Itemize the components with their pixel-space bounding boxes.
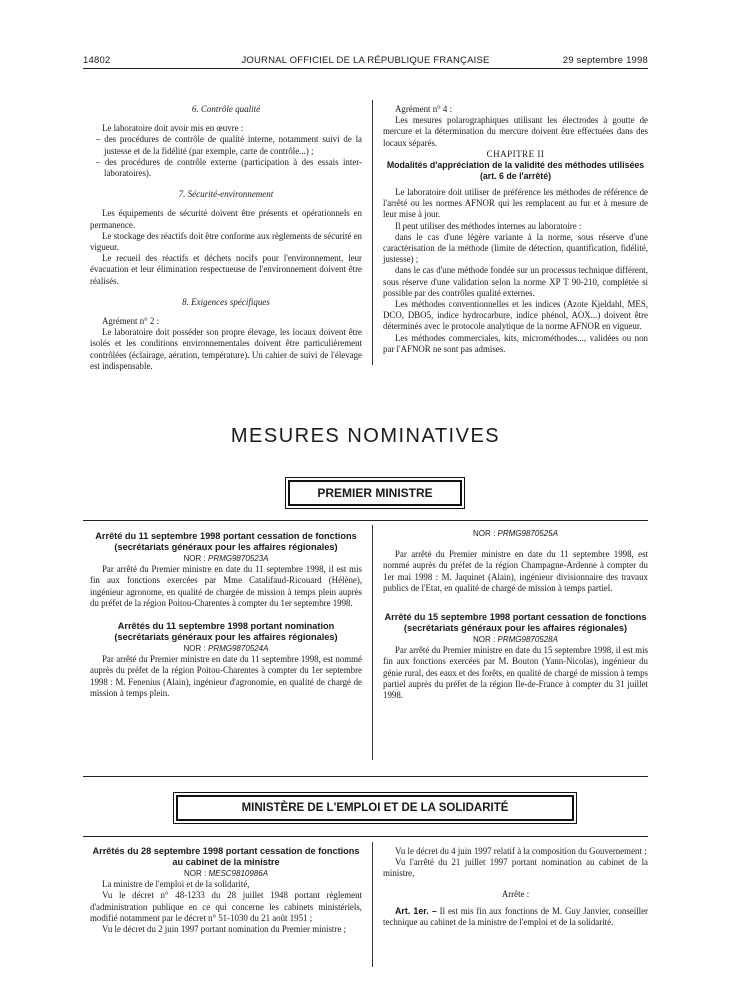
arrete-3-title: Arrêté du 15 septembre 1998 portant cessation de fonctions (secrétariats généraux pour les affaires régionales)	[384, 612, 647, 634]
emploi-arrete-title: Arrêtés du 28 septembre 1998 portant cessation de fonctions au cabinet de la ministre	[92, 846, 360, 867]
nor-code: PRMG9870524A	[207, 644, 269, 654]
right-1-nor	[383, 528, 648, 539]
arrete-2-title: Arrêtés du 11 septembre 1998 portant nomination (secrétariats généraux pour les affaires régionales)	[114, 621, 338, 643]
section-7-para-1: Les équipements de sécurité doivent être présents et opérationnels en permanence.	[90, 208, 362, 230]
agrement-4-text: Les mesures polarographiques utilisant les électrodes à goutte de mercure et la détermination du mercure doivent être effectuées dans des locaux séparés.	[383, 115, 648, 148]
section-heading: MESURES NOMINATIVES	[230, 425, 501, 447]
section-6-title: 6. Contrôle qualité	[191, 104, 261, 114]
top-left-column	[90, 104, 362, 372]
ministere-emploi-box: MINISTÈRE DE L'EMPLOI ET DE LA SOLIDARITÉ	[176, 795, 574, 821]
methods-para-3: Les méthodes conventionnelles et les indices (Azote Kjeldahl, MES, DCO, DBO5, indice hydrocarbure, indice phénol, AOX...) doivent être déterminés avec le protocole analytique de la norme AFNOR en vigueur.	[383, 299, 648, 332]
article-1-text: Il est mis fin aux fonctions de M. Guy Janvier, conseiller technique au cabinet de la ministre de l'emploi et de la solidarité.	[383, 905, 649, 928]
header-rule	[83, 68, 648, 69]
right-1-text: Par arrêté du Premier ministre en date du 11 septembre 1998, est nommé auprès du préfet de la région Champagne-Ardenne à compter du 1er mai 1998 : M. Jaquinet (Alain), ingénieur divisionnaire des travaux publics de l'Etat, en qualité de chargé de mission à temps partiel.	[383, 549, 648, 593]
arrete-2-text: Par arrêté du Premier ministre en date du 11 septembre 1998, est nommé auprès du préfet de la région Poitou-Charentes à compter du 1er septembre 1998 : M. Fenenius (Alain), ingénieur d'agronomie, en qualité de chargé de mission à temps plein.	[90, 654, 362, 698]
emploi-left-column	[90, 846, 362, 935]
methods-para-2b: dans le cas d'une méthode fondée sur un processus technique différent, sous réserve d'une validation selon la norme XP T 90-210, complétée si possible par des contrôles qualité externes.	[383, 265, 648, 298]
nor-label: NOR :	[473, 635, 496, 645]
chapter-heading: CHAPITRE II	[486, 148, 545, 159]
nor-code: PRMG9870523A	[207, 554, 269, 563]
arrete-2-nor	[90, 643, 362, 654]
nor-code: PRMG9870525A	[497, 529, 558, 538]
section-7-title: 7. Sécurité-environnement	[178, 189, 274, 200]
journal-title: JOURNAL OFFICIEL DE LA RÉPUBLIQUE FRANÇAISE	[241, 55, 490, 66]
page-number: 14802	[83, 55, 111, 66]
emploi-line-3: Vu le décret du 2 juin 1997 portant nomination du Premier ministre ;	[102, 924, 346, 935]
methods-para-2a: dans le cas d'une légère variante à la norme, sous réserve d'une caractérisation de la méthode (limite de détection, quantification, fidélité, justesse) ;	[383, 231, 648, 265]
nor-code: MESC9810986A	[208, 869, 269, 878]
arrete-3-nor	[383, 634, 648, 645]
section-6-item-1: – des procédures de contrôle de qualité interne, notamment suivi de la justesse et de la fidélité (par exemple, carte de contrôle...) ;	[96, 134, 362, 156]
column-divider-top	[372, 100, 373, 365]
section-7-para-3: Le recueil des réactifs et déchets nocifs pour l'environnement, leur évacuation et leur élimination respectueuse de l'environnement doivent être réalisés.	[90, 253, 362, 286]
article-1-label: Art. 1er. –	[395, 905, 437, 916]
nor-label: NOR :	[183, 554, 206, 563]
section-8-para: Le laboratoire doit posséder son propre élevage, les locaux doivent être isolés et les conditions environnementales doivent être particulièrement contrôlées (éclairage, aération, température). Un cahier de suivi de l'élevage est indispensable.	[90, 327, 362, 371]
arrete-1-text: Par arrêté du Premier ministre en date du 11 septembre 1998, il est mis fin aux fonctions exercées par Mme Catalifaud-Ricouard (Hélène), ingénieur agronome, en qualité de chargée de mission à temps plein auprès du préfet de la région Poitou-Charentes à compter du 1er septembre 1998.	[90, 564, 362, 608]
nor-code: PRMG9870528A	[497, 635, 558, 645]
publication-date: 29 septembre 1998	[562, 55, 648, 66]
agrement-4-label: Agrément n° 4 :	[395, 104, 453, 114]
section-7-para-2: Le stockage des réactifs doit être conforme aux règlements de sécurité en vigueur.	[90, 230, 362, 253]
rule-before-box-2	[83, 776, 648, 777]
emploi-right-line-1: Vu le décret du 4 juin 1997 relatif à la composition du Gouvernement ;	[395, 846, 647, 856]
nor-label: NOR :	[473, 529, 496, 538]
emploi-line-1: La ministre de l'emploi et de la solidarité,	[102, 879, 250, 890]
rule-after-box-1	[83, 520, 648, 521]
pm-left-column	[90, 531, 362, 699]
section-6-intro: Le laboratoire doit avoir mis en œuvre :	[102, 123, 244, 134]
arrete-3-text: Par arrêté du Premier ministre en date du 15 septembre 1998, il est mis fin aux fonctions exercées par M. Bouton (Yann-Nicolas), ingénieur du génie rural, des eaux et des forêts, en qualité de chargé de mission à temps partiel auprès du préfet de la région Ile-de-France à compter du 31 juillet 1998.	[383, 645, 648, 701]
arrete-1-nor	[90, 553, 362, 564]
article-1	[383, 906, 648, 928]
section-8-agrement: Agrément n° 2 :	[102, 316, 160, 327]
emploi-line-2: Vu le décret n° 48-1233 du 28 juillet 1948 portant règlement d'administration publique en ce qui concerne les cabinets ministériels, modifié notamment par le décret n° 51-1030 du 21 août 1951 ;	[90, 890, 362, 923]
arrete-label: Arrête :	[501, 888, 530, 899]
top-right-column	[383, 104, 648, 355]
pm-right-column	[383, 528, 648, 701]
premier-ministre-box: PREMIER MINISTRE	[288, 480, 462, 506]
section-6-item-2: – des procédures de contrôle externe (participation à des essais inter-laboratoires).	[96, 156, 362, 179]
nor-label: NOR :	[183, 869, 207, 878]
arrete-1-title: Arrêté du 11 septembre 1998 portant cessation de fonctions (secrétariats généraux pour les affaires régionales)	[95, 531, 357, 552]
nor-label: NOR :	[183, 644, 206, 654]
section-8-title: 8. Exigences spécifiques	[182, 296, 270, 307]
column-divider-middle	[372, 525, 373, 760]
emploi-right-column	[383, 846, 648, 928]
emploi-right-line-2: Vu l'arrêté du 21 juillet 1997 portant nomination au cabinet de la ministre,	[383, 857, 648, 879]
column-divider-bottom	[372, 842, 373, 967]
methods-para-1: Le laboratoire doit utiliser de préférence les méthodes de référence de l'arrêté ou les normes AFNOR qui les remplacent au fur et à mesure de leur mise à jour.	[383, 187, 648, 220]
chapter-title: Modalités d'appréciation de la validité des méthodes utilisées (art. 6 de l'arrêté)	[386, 160, 645, 182]
methods-para-4: Les méthodes commerciales, kits, microméthodes..., validées ou non par l'AFNOR ne sont pas admises.	[383, 332, 648, 354]
emploi-nor	[90, 868, 362, 879]
methods-para-2: Il peut utiliser des méthodes internes au laboratoire :	[395, 220, 582, 231]
rule-after-box-2	[83, 836, 648, 837]
